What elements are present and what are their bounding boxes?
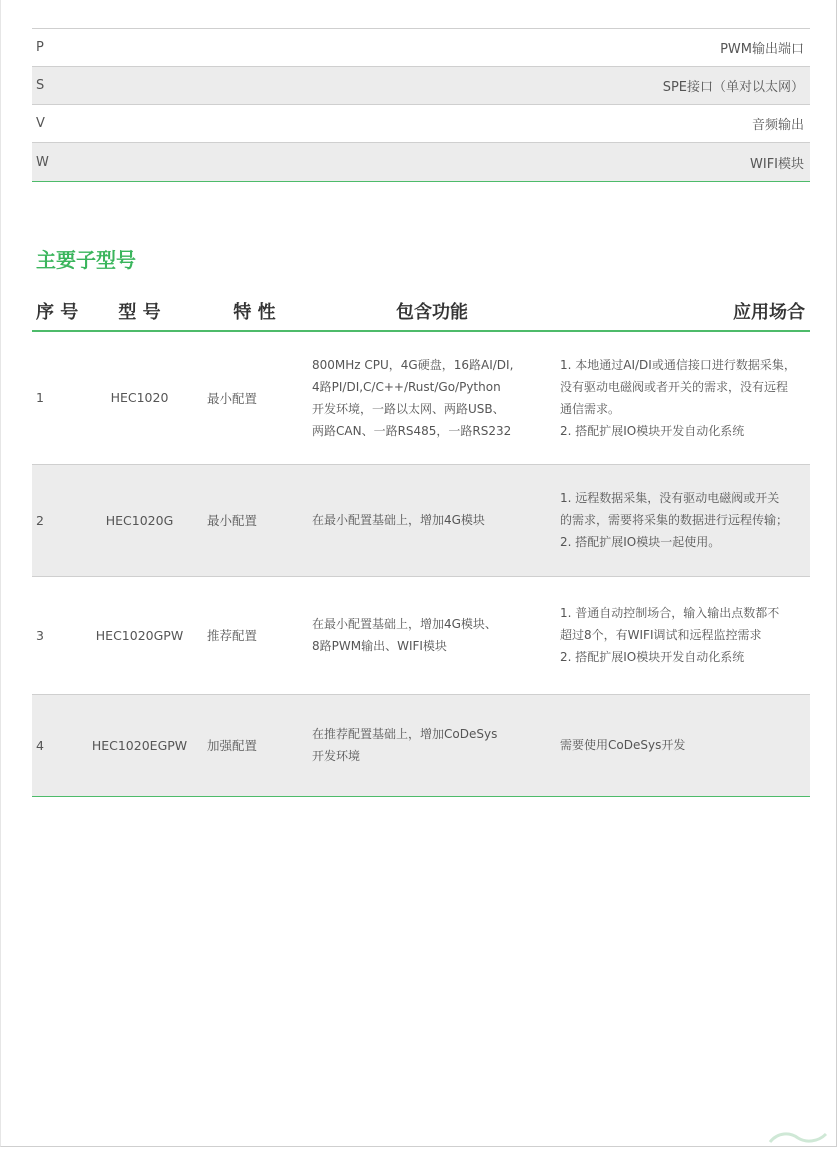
text-line: 1. 普通自动控制场合，输入输出点数都不 [560,606,780,620]
cell-feature: 推荐配置 [197,576,312,694]
cell-model: HEC1020 [82,331,197,464]
text-line: 开发环境 [312,749,361,763]
cell-functions [312,694,552,796]
text-line: 没有驱动电磁阀或者开关的需求，没有远程 [560,379,789,394]
code-row [32,143,810,181]
table-row [32,694,810,796]
cell-seq: 1 [32,331,82,464]
text-line: 在推荐配置基础上，增加CoDeSys [312,727,498,741]
text-line: 2. 搭配扩展IO模块开发自动化系统 [560,650,745,664]
code-row [32,29,810,67]
text-line: 超过8个，有WIFI调试和远程监控需求 [560,628,762,642]
code-description: 音频输出 [751,118,804,133]
cell-functions [312,331,552,464]
text-line: 1. 本地通过AI/DI或通信接口进行数据采集， [560,357,796,372]
cell-seq: 4 [32,694,82,796]
cell-feature: 加强配置 [197,694,312,796]
text-line: 通信需求。 [560,401,621,416]
cell-seq: 2 [32,464,82,576]
cell-usage [552,464,810,576]
cell-model: HEC1020EGPW [82,694,197,796]
cell-seq: 3 [32,576,82,694]
code-letter: W [36,154,49,170]
code-letter: P [36,40,44,55]
sub-model-table [32,292,810,797]
section-title: 主要子型号 [36,248,136,272]
text-line: 需要使用CoDeSys开发 [560,738,686,752]
table-row [32,464,810,576]
header-feature: 特 性 [197,292,312,331]
code-letter: V [36,116,45,131]
text-line: 在最小配置基础上，增加4G模块 [312,513,485,527]
header-usage: 应用场合 [552,292,810,331]
cell-feature: 最小配置 [197,331,312,464]
code-description: WIFI模块 [750,156,804,172]
text-line: 的需求，需要将采集的数据进行远程传输； [560,513,789,527]
suffix-code-table [32,28,810,182]
code-row [32,67,810,105]
text-line: 开发环境，一路以太网、两路USB、 [312,401,505,416]
text-line: 在最小配置基础上，增加4G模块、 [312,617,497,631]
cell-model: HEC1020G [82,464,197,576]
table-row [32,576,810,694]
code-letter: S [36,78,45,93]
text-line: 两路CAN、一路RS485，一路RS232 [312,423,512,438]
header-seq: 序 号 [32,292,82,331]
text-line: 1. 远程数据采集，没有驱动电磁阀或开关 [560,491,780,505]
text-line: 800MHz CPU，4G硬盘，16路AI/DI, [312,357,514,372]
cell-usage [552,331,810,464]
cell-feature: 最小配置 [197,464,312,576]
cell-usage [552,576,810,694]
text-line: 2. 搭配扩展IO模块开发自动化系统 [560,423,745,438]
text-line: 8路PWM输出、WIFI模块 [312,639,447,653]
code-description: PWM输出端口 [720,42,804,57]
code-description: SPE接口（单对以太网） [662,80,804,95]
table-header-row [32,292,810,331]
text-line: 2. 搭配扩展IO模块一起使用。 [560,535,721,549]
code-row [32,105,810,143]
cell-model: HEC1020GPW [82,576,197,694]
header-model: 型 号 [82,292,197,331]
cell-functions [312,576,552,694]
text-line: 4路PI/DI,C/C++/Rust/Go/Python [312,379,501,394]
header-functions: 包含功能 [312,292,552,331]
corner-logo-icon [768,1130,828,1144]
table-row [32,331,810,464]
cell-functions [312,464,552,576]
cell-usage [552,694,810,796]
